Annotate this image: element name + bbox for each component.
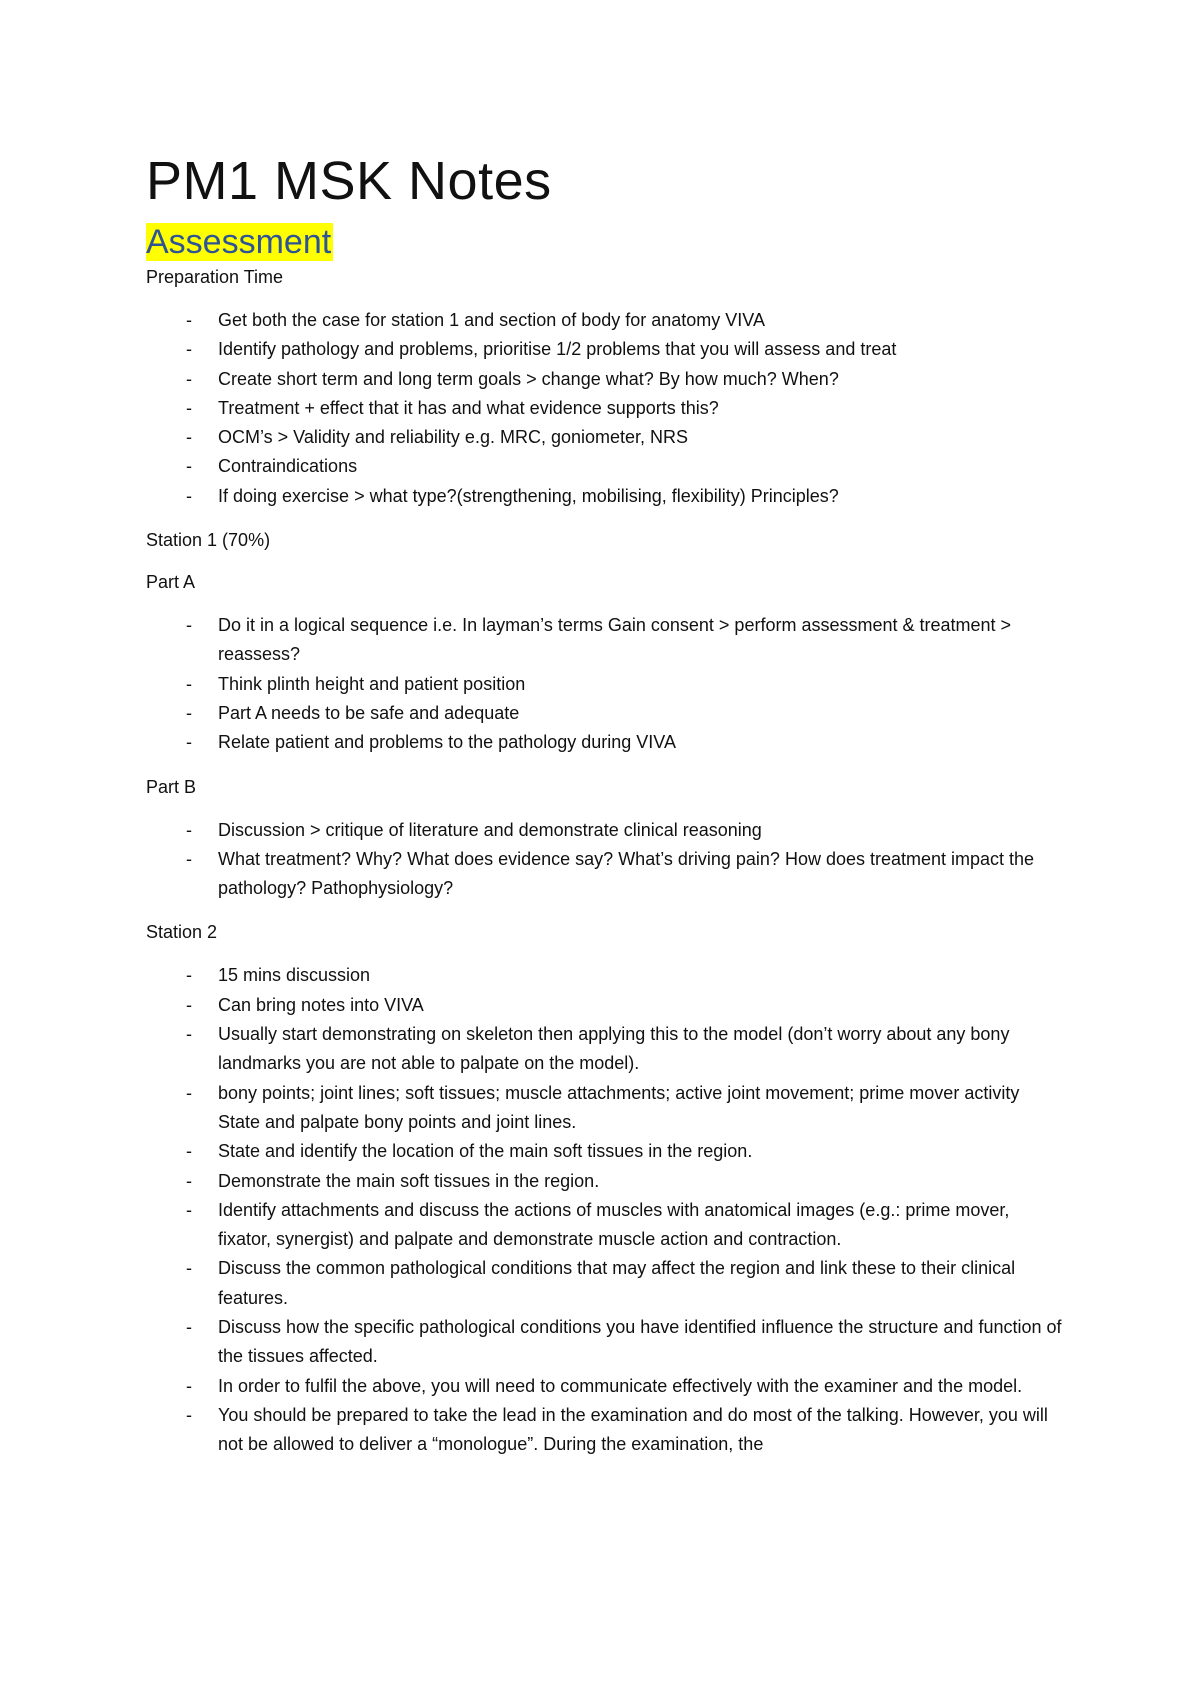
list-item bbox=[146, 699, 1066, 728]
list-item-text: What treatment? Why? What does evidence say? What’s driving pain? How does treatment impact the pathology? Pathophysiology? bbox=[218, 848, 1035, 899]
list-item-text: Think plinth height and patient position bbox=[218, 673, 526, 694]
list-item bbox=[146, 611, 1066, 670]
list-item-text: If doing exercise > what type?(strengthening, mobilising, flexibility) Principles? bbox=[218, 485, 839, 506]
list-item bbox=[146, 1254, 1066, 1313]
subheading-part-a: Part A bbox=[146, 572, 196, 593]
list-item bbox=[146, 394, 1066, 423]
list-item-text: bony points; joint lines; soft tissues; muscle attachments; active joint movement; prime mover activity State and palpate bony points and joint lines. bbox=[218, 1082, 1020, 1132]
dash-bullet: - bbox=[186, 994, 192, 1015]
dash-bullet: - bbox=[186, 819, 192, 840]
subheading-station-2: Station 2 bbox=[146, 922, 218, 943]
dash-bullet: - bbox=[186, 615, 192, 636]
list-item-text: Usually start demonstrating on skeleton then applying this to the model (don’t worry about any bony landmarks you are not able to palpate on the model). bbox=[218, 1024, 1010, 1074]
list-item bbox=[146, 1196, 1066, 1255]
subheading-part-b: Part B bbox=[146, 776, 197, 797]
dash-bullet: - bbox=[186, 310, 192, 330]
list-item-text: Part A needs to be safe and adequate bbox=[218, 702, 520, 723]
list-item-text: Discuss the common pathological conditions that may affect the region and link these to their clinical features. bbox=[218, 1258, 1016, 1308]
dash-bullet: - bbox=[186, 1141, 192, 1162]
list-item-text: Relate patient and problems to the pathology during VIVA bbox=[218, 732, 676, 753]
list-item-text: You should be prepared to take the lead in the examination and do most of the talking. However, you will not be allowed to deliver a “monologue”. During the examination, the bbox=[218, 1404, 1048, 1455]
dash-bullet: - bbox=[186, 848, 192, 869]
list-item bbox=[146, 845, 1066, 904]
list-item bbox=[146, 728, 1066, 757]
list-item bbox=[146, 991, 1066, 1020]
list-item bbox=[146, 482, 1066, 511]
dash-bullet: - bbox=[186, 1082, 192, 1103]
list-item-text: Can bring notes into VIVA bbox=[218, 994, 424, 1015]
list-item bbox=[146, 452, 1066, 481]
dash-bullet: - bbox=[186, 1375, 192, 1396]
dash-bullet: - bbox=[186, 1199, 192, 1220]
list-item bbox=[146, 1137, 1066, 1166]
list-item bbox=[146, 961, 1066, 990]
dash-bullet: - bbox=[186, 1317, 192, 1338]
preparation-list bbox=[146, 306, 1066, 511]
list-item bbox=[146, 1079, 1066, 1138]
list-item bbox=[146, 1313, 1066, 1372]
highlighted-heading-text: Assessment bbox=[146, 223, 332, 261]
list-item-text: Discussion > critique of literature and demonstrate clinical reasoning bbox=[218, 819, 762, 840]
list-item bbox=[146, 306, 1066, 335]
list-item-text: Do it in a logical sequence i.e. In layman’s terms Gain consent > perform assessment & treatment > reassess? bbox=[218, 615, 1012, 665]
list-item-text: State and identify the location of the main soft tissues in the region. bbox=[218, 1141, 753, 1162]
dash-bullet: - bbox=[186, 456, 192, 477]
list-item bbox=[146, 335, 1066, 364]
subheading-preparation-time: Preparation Time bbox=[146, 267, 284, 287]
list-item bbox=[146, 1401, 1066, 1460]
list-item bbox=[146, 670, 1066, 699]
part-b-list bbox=[146, 816, 1066, 904]
list-item-text: OCM’s > Validity and reliability e.g. MRC, goniometer, NRS bbox=[218, 427, 689, 448]
document-title: PM1 MSK Notes bbox=[146, 151, 552, 211]
document-body bbox=[146, 150, 1066, 1460]
list-item bbox=[146, 1167, 1066, 1196]
list-item-text: Identify pathology and problems, prioritise 1/2 problems that you will assess and treat bbox=[218, 339, 897, 360]
part-a-list bbox=[146, 611, 1066, 757]
dash-bullet: - bbox=[186, 339, 192, 360]
list-item bbox=[146, 1372, 1066, 1401]
dash-bullet: - bbox=[186, 368, 192, 389]
dash-bullet: - bbox=[186, 673, 192, 694]
list-item-text: In order to fulfil the above, you will need to communicate effectively with the examiner and the model. bbox=[218, 1375, 1023, 1396]
list-item-text: 15 mins discussion bbox=[218, 965, 371, 986]
list-item-text: Identify attachments and discuss the actions of muscles with anatomical images (e.g.: prime mover, fixator, synergist) and palpate and demonstrate muscle action and contraction. bbox=[218, 1199, 1010, 1250]
dash-bullet: - bbox=[186, 732, 192, 753]
dash-bullet: - bbox=[186, 485, 192, 506]
list-item-text: Discuss how the specific pathological conditions you have identified influence the structure and function of the tissues affected. bbox=[218, 1317, 1062, 1367]
dash-bullet: - bbox=[186, 427, 192, 448]
dash-bullet: - bbox=[186, 1170, 192, 1191]
list-item bbox=[146, 816, 1066, 845]
dash-bullet: - bbox=[186, 1404, 192, 1425]
list-item-text: Demonstrate the main soft tissues in the region. bbox=[218, 1170, 600, 1191]
list-item bbox=[146, 1020, 1066, 1079]
dash-bullet: - bbox=[186, 397, 192, 418]
dash-bullet: - bbox=[186, 702, 192, 723]
list-item-text: Treatment + effect that it has and what evidence supports this? bbox=[218, 397, 719, 418]
list-item-text: Create short term and long term goals > change what? By how much? When? bbox=[218, 368, 839, 389]
station-2-list bbox=[146, 961, 1066, 1459]
section-heading-assessment bbox=[146, 220, 1066, 264]
dash-bullet: - bbox=[186, 1024, 192, 1045]
subheading-station-1: Station 1 (70%) bbox=[146, 530, 271, 551]
dash-bullet: - bbox=[186, 1258, 192, 1279]
list-item bbox=[146, 365, 1066, 394]
dash-bullet: - bbox=[186, 965, 192, 986]
list-item bbox=[146, 423, 1066, 452]
list-item-text: Contraindications bbox=[218, 456, 358, 477]
list-item-text: Get both the case for station 1 and section of body for anatomy VIVA bbox=[218, 310, 765, 330]
